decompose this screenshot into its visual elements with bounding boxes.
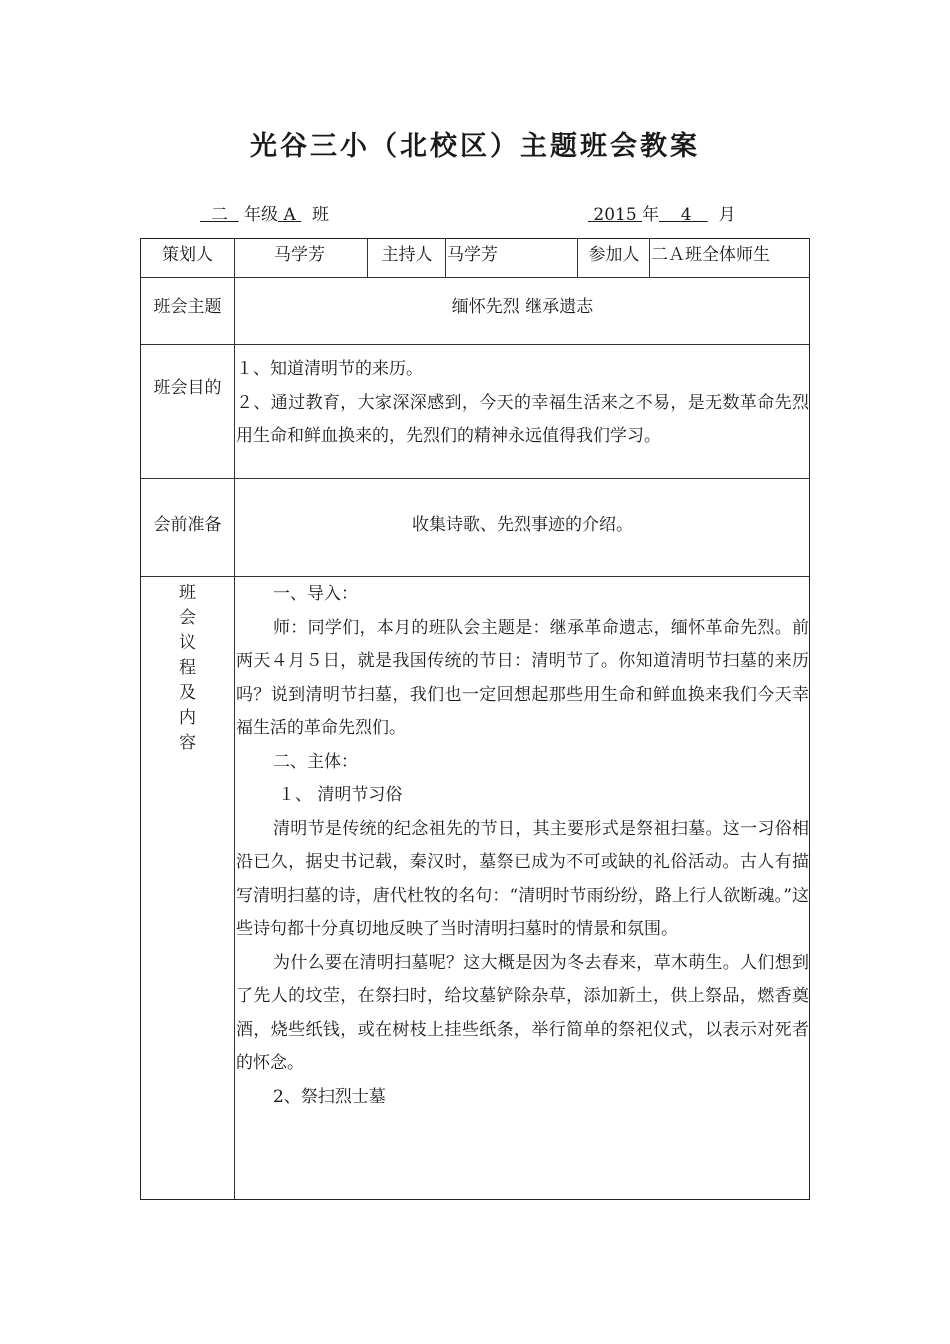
agenda-content [236, 578, 809, 1114]
agenda-label-char: 内 [179, 708, 196, 728]
grade-value: 二 [210, 205, 228, 225]
year-label: 年 [642, 205, 660, 225]
agenda-label [141, 581, 234, 756]
participants-label: 参加人 [588, 245, 640, 265]
agenda-paragraph: 师：同学们，本月的班队会主题是：继承革命遗志，缅怀革命先烈。前两天４月５日，就是我国传统的节日：清明节了。你知道清明节扫墓的来历吗？说到清明节扫墓，我们也一定回想起那些用生命和鲜血换来我们今天幸福生活的革命先烈们。 [236, 617, 809, 738]
agenda-label-char: 容 [179, 733, 196, 753]
participants-value: 二Ａ班全体师生 [651, 245, 770, 265]
agenda-label-char: 会 [179, 608, 196, 628]
theme-value: 缅怀先烈 继承遗志 [451, 297, 594, 317]
agenda-paragraph: 为什么要在清明扫墓呢？这大概是因为冬去春来，草木萌生。人们想到了先人的坟茔，在祭扫时，给坟墓铲除杂草，添加新土，供上祭品，燃香奠酒，烧些纸钱，或在树枝上挂些纸条，举行简单的祭祀仪式，以表示对死者的怀念。 [236, 952, 809, 1073]
host-value: 马学芳 [447, 245, 498, 265]
agenda-paragraph: 清明节是传统的纪念祖先的节日，其主要形式是祭祖扫墓。这一习俗相沿已久，据史书记载，秦汉时，墓祭已成为不可或缺的礼俗活动。古人有描写清明扫墓的诗，唐代杜牧的名句：“清明时节雨纷纷，路上行人欲断魂。”这些诗句都十分真切地反映了当时清明扫墓时的情景和氛围。 [236, 818, 809, 939]
column-divider [234, 239, 235, 1199]
purpose-item: １、知道清明节的来历。 [236, 359, 423, 379]
lesson-plan-table [140, 238, 810, 1200]
year-value: 2015 [593, 205, 637, 225]
agenda-paragraph: １、 清明节习俗 [278, 785, 403, 805]
column-divider [445, 239, 446, 277]
planner-label: 策划人 [162, 245, 213, 265]
column-divider [577, 239, 578, 277]
agenda-label-char: 议 [179, 633, 196, 653]
agenda-label-char: 及 [179, 683, 196, 703]
document-title: 光谷三小（北校区）主题班会教案 [250, 131, 700, 162]
agenda-paragraph: 2、祭扫烈士墓 [273, 1086, 386, 1107]
row-divider [141, 478, 809, 479]
class-info [200, 200, 329, 225]
theme-label: 班会主题 [153, 297, 222, 317]
agenda-label-char: 程 [179, 658, 196, 678]
agenda-label-char: 班 [179, 583, 196, 603]
prep-label: 会前准备 [153, 515, 222, 535]
column-divider [649, 239, 650, 277]
row-divider [141, 344, 809, 345]
purpose-label: 班会目的 [153, 378, 222, 398]
purpose-item: ２、通过教育，大家深深感到，今天的幸福生活来之不易，是无数革命先烈用生命和鲜血换来的，先烈们的精神永远值得我们学习。 [236, 392, 809, 446]
class-label: 班 [311, 205, 329, 225]
date-info [588, 200, 736, 225]
agenda-paragraph: 一、导入： [273, 584, 358, 604]
purpose-content [236, 353, 809, 454]
planner-value: 马学芳 [274, 245, 325, 265]
agenda-paragraph: 二、主体： [273, 751, 358, 772]
class-value: A [283, 205, 296, 225]
grade-label: 年级 [244, 205, 279, 225]
column-divider [367, 239, 368, 277]
month-label: 月 [718, 205, 736, 225]
row-divider [141, 576, 809, 577]
prep-value: 收集诗歌、先烈事迹的介绍。 [412, 515, 633, 535]
row-divider [141, 277, 809, 278]
host-label: 主持人 [381, 245, 433, 265]
month-value: 4 [680, 205, 692, 225]
